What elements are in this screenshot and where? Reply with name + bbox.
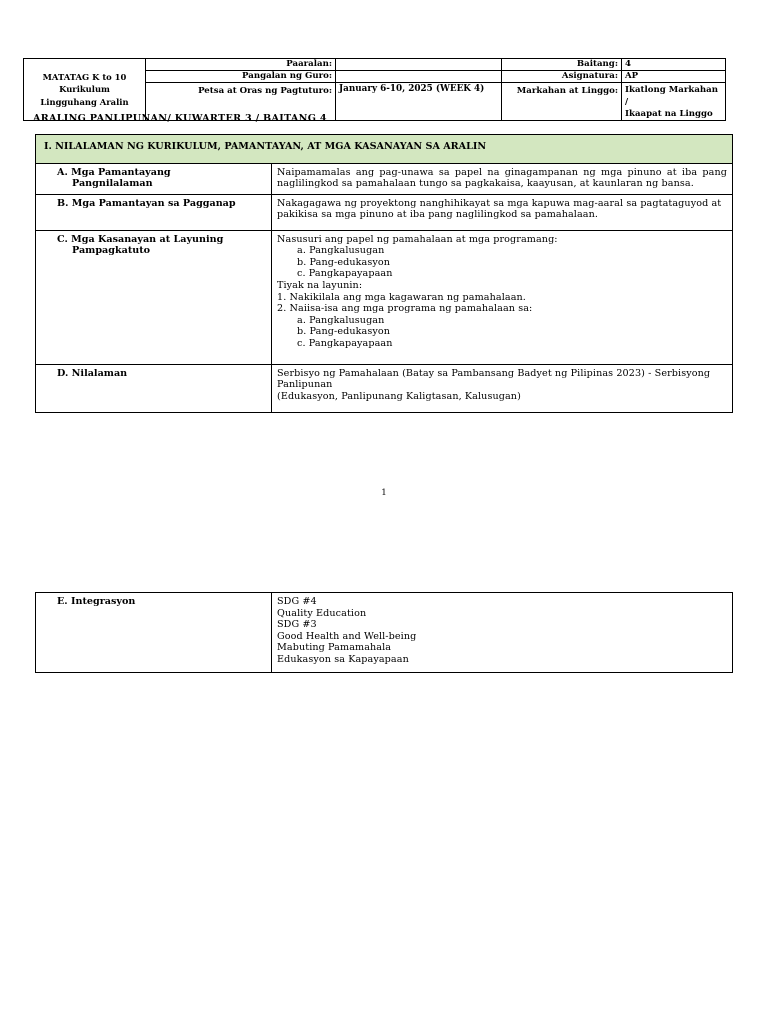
curriculum-brand: MATATAG K to 10 Kurikulum Lingguhang Aralin	[24, 59, 146, 121]
school-field[interactable]	[336, 59, 502, 71]
competencies-text	[272, 230, 733, 364]
list-item: a. Pangkalusugan	[297, 245, 385, 257]
list-item: c. Pangkapayapaan	[297, 337, 393, 349]
row-label-performance-standards: B. Mga Pamantayan sa Pagganap	[36, 194, 272, 230]
subject-title: ARALING PANLIPUNAN/ KUWARTER 3 / BAITANG 4	[33, 113, 327, 124]
teacher-label: Pangalan ng Guro:	[146, 71, 336, 83]
date-value: January 6-10, 2025 (WEEK 4)	[336, 83, 502, 121]
list-item: c. Pangkapayapaan	[297, 268, 393, 280]
subject-value: AP	[622, 71, 726, 83]
grade-label: Baitang:	[502, 59, 622, 71]
list-item: SDG #3	[277, 619, 317, 631]
list-item: Edukasyon sa Kapayapaan	[277, 653, 409, 665]
list-item: b. Pang-edukasyon	[297, 256, 391, 268]
subject-label: Asignatura:	[502, 71, 622, 83]
page-number: 1	[381, 488, 387, 498]
teacher-field[interactable]	[336, 71, 502, 83]
competencies-intro: Nasusuri ang papel ng pamahalaan at mga programang:	[277, 233, 558, 245]
performance-standards-text: Nakagagawa ng proyektong nanghihikayat sa mga kapuwa mag-aaral sa pagtataguyod at pakikisa sa mga pinuno at iba pang naglilingkod sa pamahalaan.	[272, 194, 733, 230]
list-item: Good Health and Well-being	[277, 630, 417, 642]
list-item: Mabuting Pamamahala	[277, 642, 392, 654]
row-label-integration: E. Integrasyon	[36, 593, 272, 673]
integration-text	[272, 593, 733, 673]
quarter-value: Ikatlong Markahan / Ikaapat na Linggo	[622, 83, 726, 121]
list-item: a. Pangkalusugan	[297, 314, 385, 326]
row-label-content: D. Nilalaman	[36, 364, 272, 412]
list-item: SDG #4	[277, 596, 317, 607]
integration-table	[35, 592, 733, 673]
row-label-competencies: C. Mga Kasanayan at Layuning Pampagkatuto	[36, 230, 272, 364]
content-standards-text: Naipamamalas ang pag-unawa sa papel na ginagampanan ng mga pinuno at iba pang naglilingkod sa pamahalaan tungo sa pagkakaisa, kaayusan, at kaunlaran ng bansa.	[272, 163, 733, 194]
list-item: Quality Education	[277, 607, 367, 619]
section-title: I. NILALAMAN NG KURIKULUM, PAMANTAYAN, AT MGA KASANAYAN SA ARALIN	[36, 135, 733, 164]
row-label-content-standards: A. Mga Pamantayang Pangnilalaman	[36, 163, 272, 194]
objective-item: 2. Naiisa-isa ang mga programa ng pamahalaan sa:	[277, 303, 533, 315]
curriculum-table	[35, 134, 733, 413]
list-item: b. Pang-edukasyon	[297, 326, 391, 338]
objectives-title: Tiyak na layunin:	[277, 279, 363, 291]
content-text: Serbisyo ng Pamahalaan (Batay sa Pambansang Badyet ng Pilipinas 2023) - Serbisyong Panlipunan (Edukasyon, Panlipunang Kaligtasan, Kalusugan)	[272, 364, 733, 412]
objective-item: 1. Nakikilala ang mga kagawaran ng pamahalaan.	[277, 291, 526, 303]
quarter-label: Markahan at Linggo:	[502, 83, 622, 121]
school-label: Paaralan:	[146, 59, 336, 71]
grade-value: 4	[622, 59, 726, 71]
date-label: Petsa at Oras ng Pagtuturo:	[146, 83, 336, 121]
header-info-table	[23, 58, 726, 121]
